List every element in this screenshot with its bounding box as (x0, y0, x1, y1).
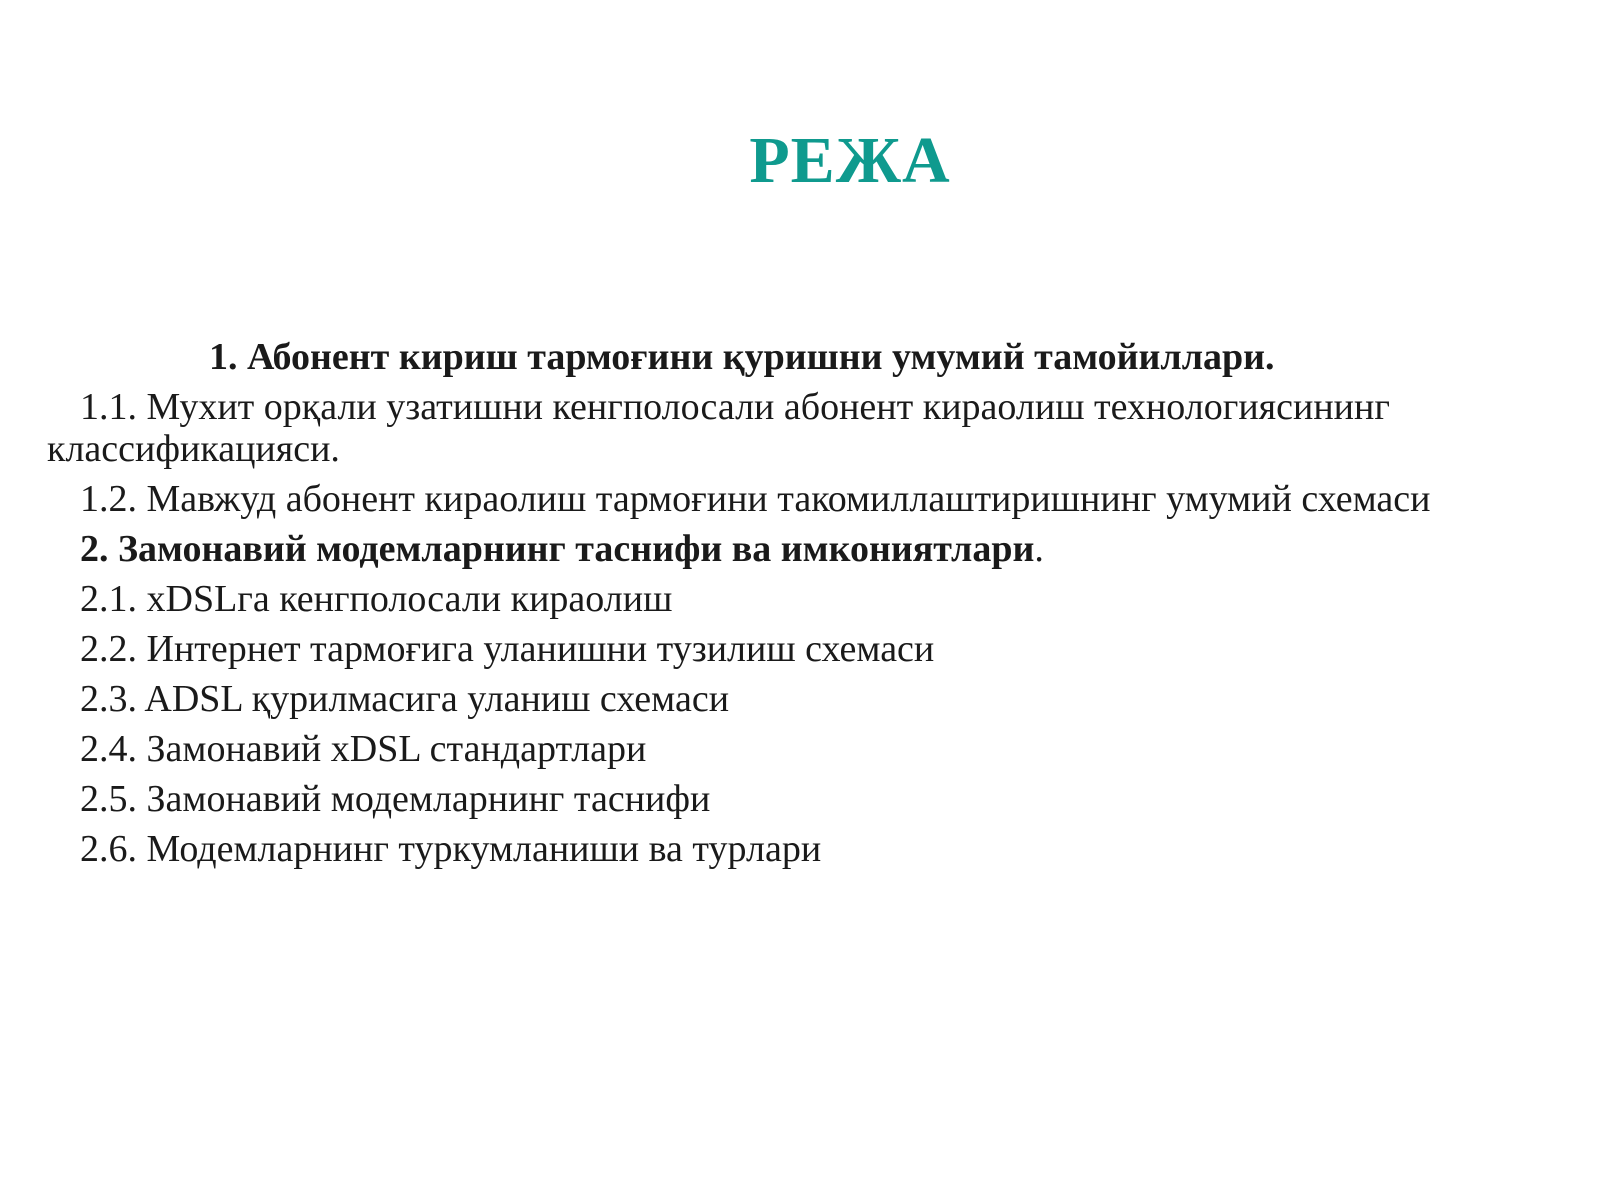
slide-title: РЕЖА (749, 124, 951, 197)
list-item-2-6: 2.6. Модемларнинг туркумланиши ва турлари (80, 828, 822, 870)
section-2-heading (47, 528, 1567, 570)
list-item-2-5: 2.5. Замонавий модемларнинг таснифи (80, 778, 711, 820)
list-item-1-2: 1.2. Мавжуд абонент кираолиш тармоғини такомиллаштиришнинг умумий схемаси (80, 478, 1431, 520)
section-1-heading: 1. Абонент кириш тармоғини қуришни умумий тамойиллари. (209, 336, 1275, 378)
list-item-2-1: 2.1. xDSLга кенгполосали кираолиш (80, 578, 673, 620)
outline-list (47, 336, 1567, 878)
list-item-1-1: 1.1. Мухит орқали узатишни кенгполосали абонент кираолиш технологиясининг классификацияси. (47, 386, 1390, 470)
list-item-2-2: 2.2. Интернет тармоғига уланишни тузилиш схемаси (80, 628, 935, 670)
section-2-heading-period: . (1034, 528, 1044, 570)
list-item-2-3: 2.3. ADSL қурилмасига уланиш схемаси (80, 678, 730, 720)
section-2-heading-text: 2. Замонавий модемларнинг таснифи ва имкониятлари (80, 528, 1035, 570)
list-item-2-4: 2.4. Замонавий xDSL стандартлари (80, 728, 647, 770)
